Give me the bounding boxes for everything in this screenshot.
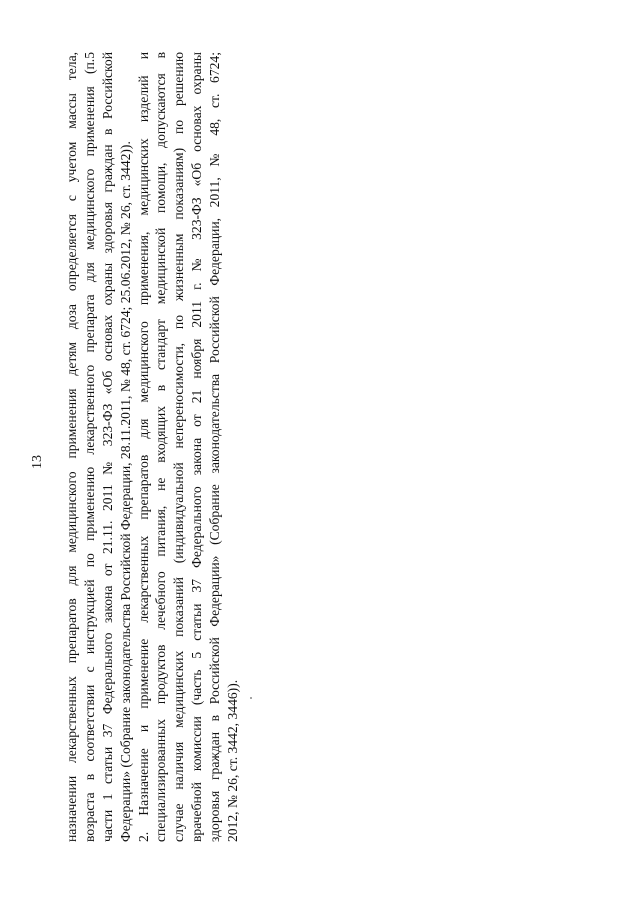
text-line-2-end: возраста в соответствии с инструкцией по применению лекарственного препарата для медицинского применения (п.5 [81, 52, 97, 842]
text-line-9: здоровья граждан в Российской Федерации» (Собрание законодательства Российской Федерации, 2011, № 48, ст. 6724; [207, 52, 223, 842]
text-line-6: специализированных продуктов лечебного питания, не входящих в стандарт медицинской помощи, допускаются в [153, 52, 169, 842]
text-line-10: 2012, № 26, ст. 3442, 3446)). [225, 679, 241, 842]
text-line-3: части 1 статьи 37 Федерального закона от 21.11. 2011 № 323-ФЗ «Об основах охраны здоровья граждан в Российской [99, 52, 115, 842]
text-line-5: 2. Назначение и применение лекарственных препаратов для медицинского применения, медицинских изделий и [135, 52, 151, 842]
page-number: 13 [30, 455, 45, 469]
text-line-8: врачебной комиссии (часть 5 статьи 37 Федерального закона от 21 ноября 2011 г. № 323-ФЗ «Об основах охраны [189, 52, 205, 842]
text-line-7: случае наличия медицинских показаний (индивидуальной непереносимости, по жизненным показаниям) по решению [171, 52, 187, 842]
scan-speck [250, 697, 252, 699]
text-line-4: Федерации» (Собрание законодательства Российской Федерации, 28.11.2011, № 48, ст. 6724; 25.06.2012, № 26, ст. 3442)). [117, 141, 133, 842]
document-body [63, 52, 242, 842]
text-line-1: назначении лекарственных препаратов для медицинского применения детям доза определяется с учетом массы тела, [64, 52, 79, 842]
